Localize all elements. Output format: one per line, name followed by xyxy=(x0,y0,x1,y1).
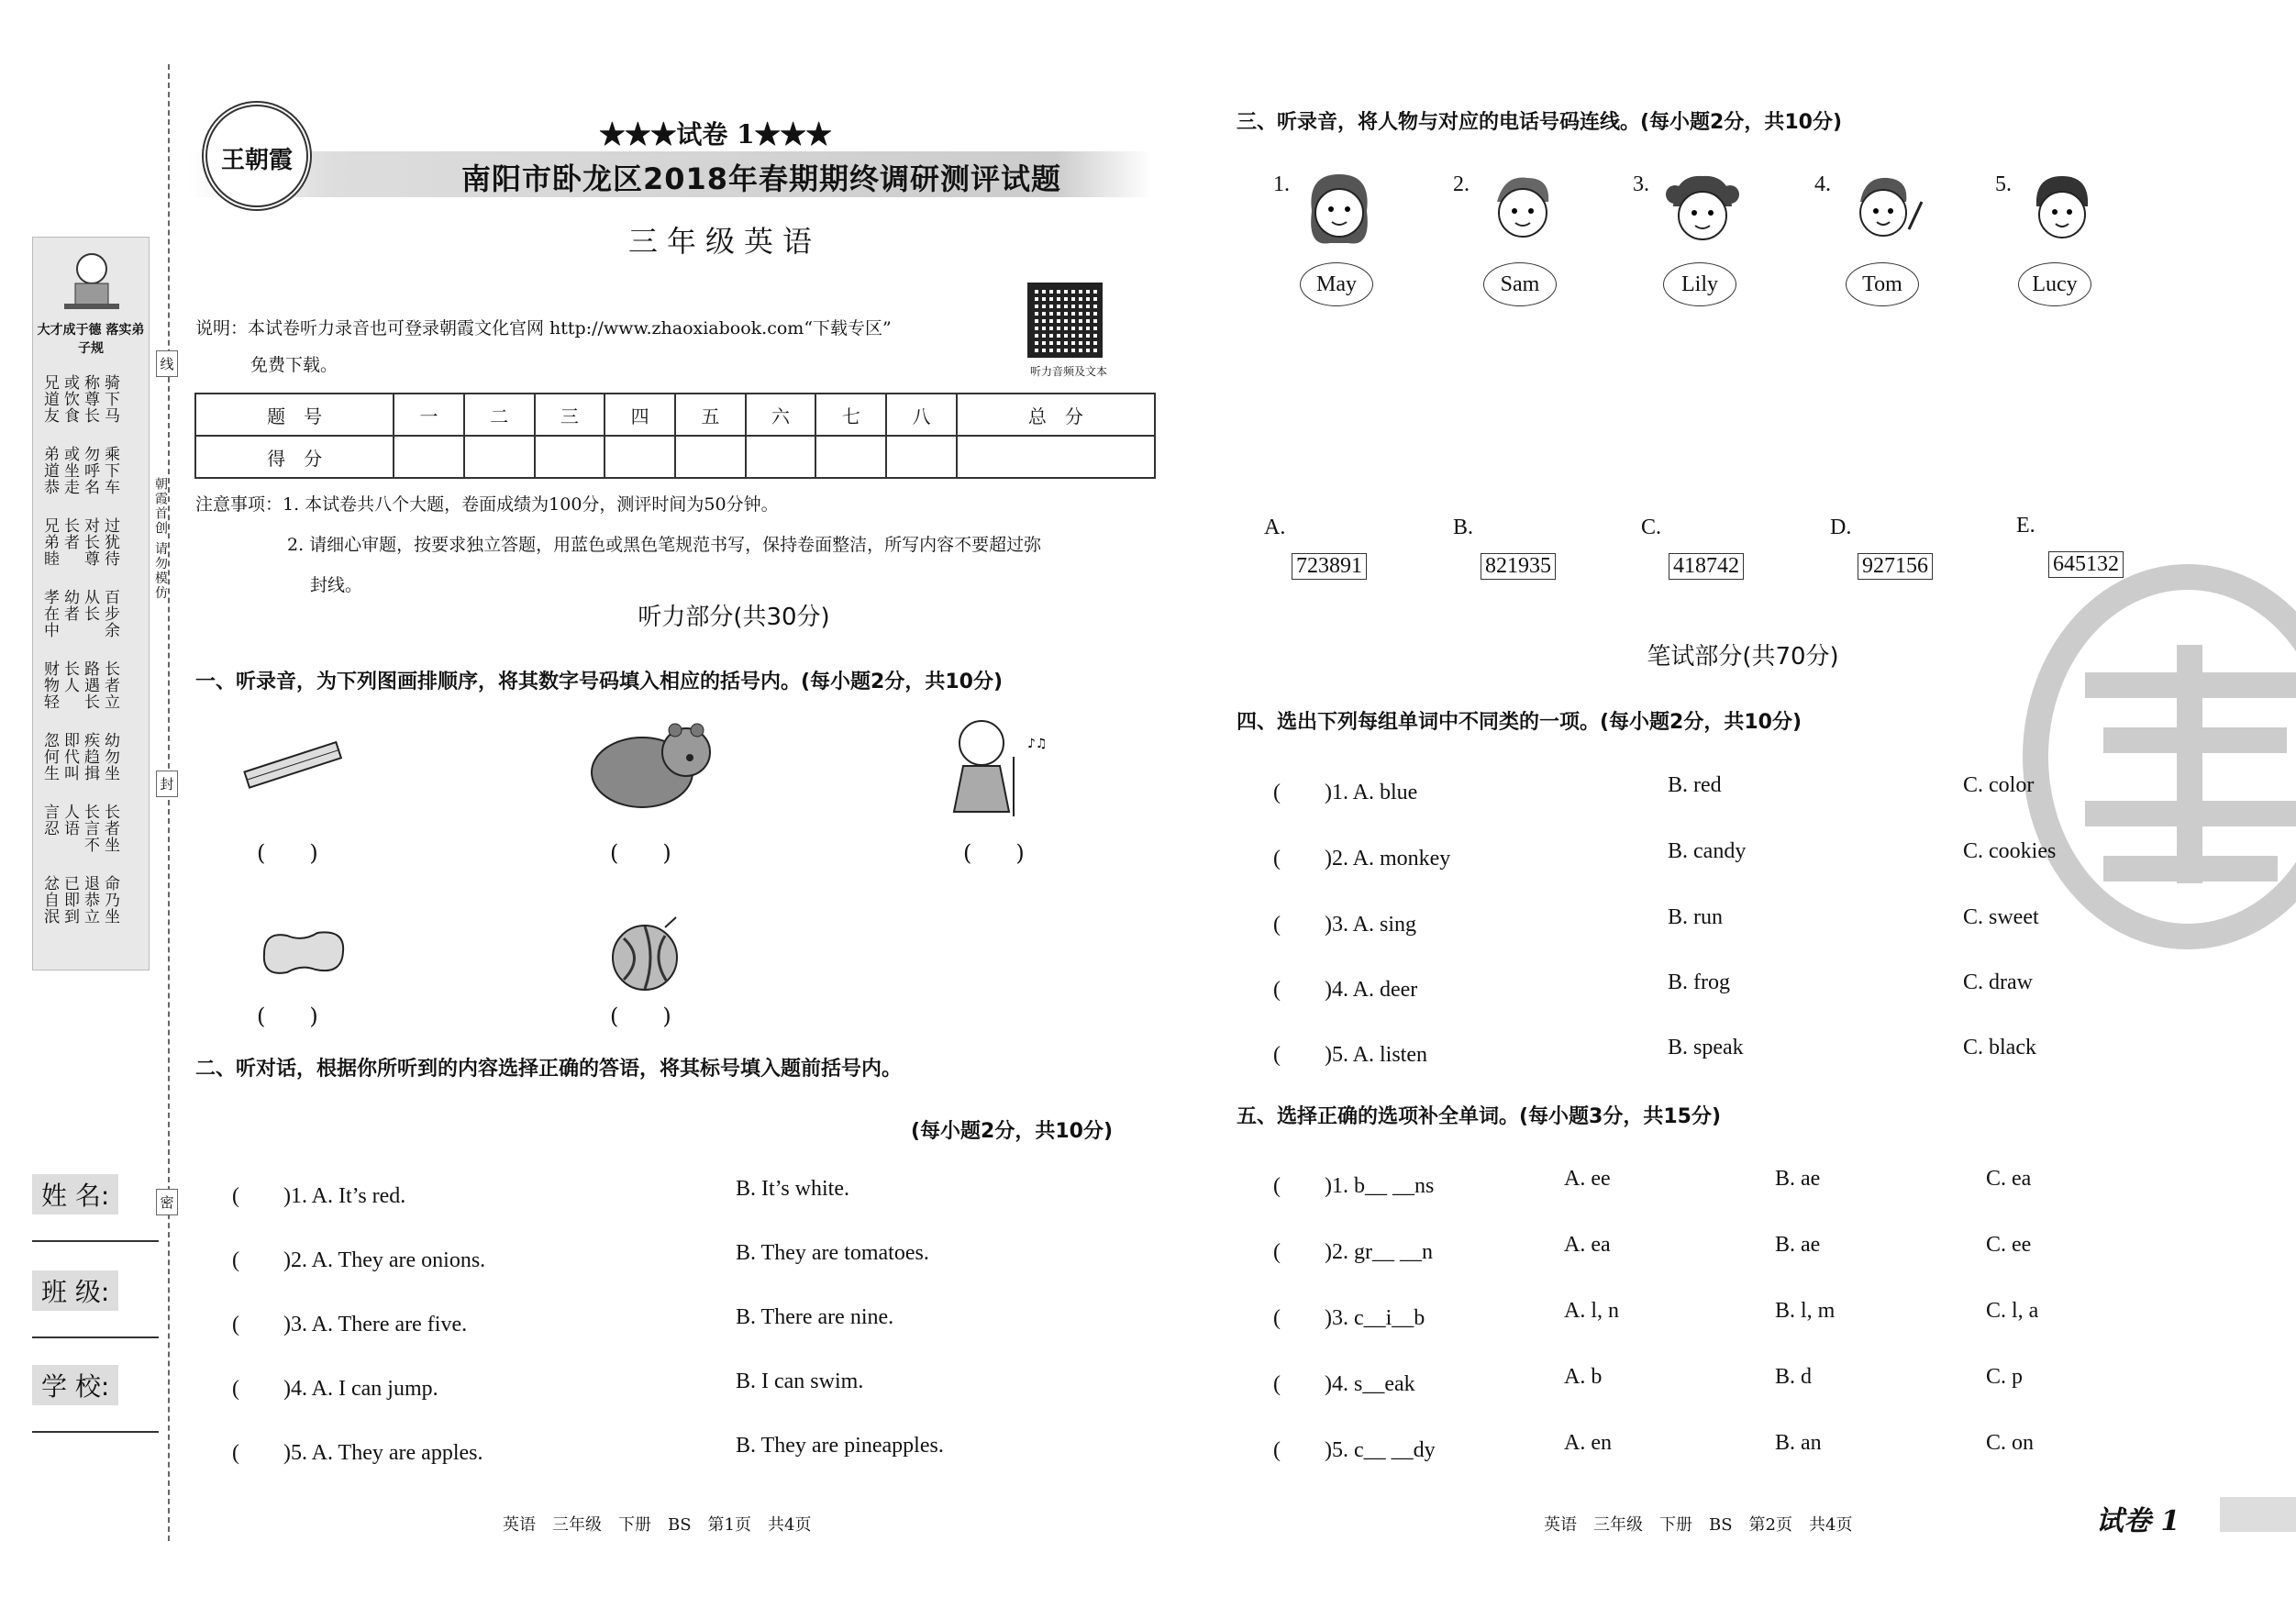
option-b: B. They are tomatoes. xyxy=(736,1241,929,1265)
table-header-cell: 二 xyxy=(464,394,535,436)
question-row[interactable]: ( )1. A. It’s red. xyxy=(232,1184,406,1208)
seal-mark-secret: 密 xyxy=(156,1189,178,1215)
option-c: C. ea xyxy=(1986,1167,2032,1191)
phone-letter: A. xyxy=(1264,516,1286,539)
question-row[interactable]: ( )1. b__ __ns xyxy=(1273,1174,1435,1198)
section-2-title: 二、听对话，根据你所听到的内容选择正确的答语，将其标号填入题前括号内。 xyxy=(195,1058,903,1081)
option-b: B. run xyxy=(1668,905,1723,929)
option-b: B. There are nine. xyxy=(736,1305,894,1329)
instruction-line: 说明：本试卷听力录音也可登录朝霞文化官网 http://www.zhaoxiabook.com“下载专区” xyxy=(195,318,892,338)
instruction-line: 免费下载。 xyxy=(250,355,338,375)
page-footer-right: 英语 三年级 下册 BS 第2页 共4页 xyxy=(1544,1515,1853,1535)
name-label: 姓 名: xyxy=(32,1174,118,1214)
option-c: C. black xyxy=(1963,1036,2036,1059)
girl-lucy-picture xyxy=(2016,165,2108,266)
section-5-title: 五、选择正确的选项补全单词。(每小题3分，共15分) xyxy=(1237,1105,1722,1128)
subject-title: 三年级英语 xyxy=(627,224,821,259)
class-field[interactable] xyxy=(32,1270,159,1338)
option-b: B. red xyxy=(1668,773,1722,797)
seal-mark-seal: 封 xyxy=(156,771,178,797)
name-lucy[interactable]: Lucy xyxy=(2018,262,2091,306)
option-b: B. an xyxy=(1775,1431,1822,1455)
seal-mark-line: 线 xyxy=(156,350,178,377)
option-c: C. p xyxy=(1986,1365,2024,1389)
page-footer-left: 英语 三年级 下册 BS 第1页 共4页 xyxy=(503,1515,812,1535)
question-row[interactable]: ( )2. A. They are onions. xyxy=(232,1248,486,1272)
option-c: C. on xyxy=(1986,1431,2035,1455)
mascot-figure xyxy=(55,243,128,316)
caution-line: 封线。 xyxy=(310,575,363,595)
corner-exam-label: 试卷 1 xyxy=(2096,1505,2180,1537)
instruction-note xyxy=(195,310,1003,383)
answer-paren[interactable]: ( ) xyxy=(963,840,1025,866)
table-header-cell: 八 xyxy=(886,394,957,436)
peanut-picture xyxy=(255,922,351,985)
phone-option[interactable] xyxy=(2016,514,2124,578)
question-row[interactable]: ( )3. A. There are five. xyxy=(232,1313,468,1336)
motto-group: 长者立 路遇长 长人 财物轻 xyxy=(40,660,119,710)
option-c: C. color xyxy=(1963,773,2035,797)
section-3-title: 三、听录音，将人物与对应的电话号码连线。(每小题2分，共10分) xyxy=(1237,111,1843,134)
cautions xyxy=(195,484,1159,605)
girl-lily-picture xyxy=(1657,165,1748,266)
table-header-cell: 三 xyxy=(535,394,605,436)
bear-picture xyxy=(587,715,715,820)
score-cell[interactable] xyxy=(535,436,605,478)
motto-group: 过犹待 对长尊 长者 兄弟睦 xyxy=(40,517,119,567)
table-row-label: 得 分 xyxy=(195,436,394,478)
option-b: B. speak xyxy=(1668,1036,1744,1059)
copyright-note: 朝霞首创 请勿模仿 xyxy=(153,477,168,601)
person-number: 2. xyxy=(1453,172,1470,196)
table-header-cell: 四 xyxy=(605,394,675,436)
option-b: B. ae xyxy=(1775,1167,1821,1191)
boy-sam-picture xyxy=(1477,165,1569,266)
table-header-cell: 一 xyxy=(394,394,464,436)
question-row[interactable]: ( )5. A. They are apples. xyxy=(232,1441,483,1465)
harmonica-picture xyxy=(240,734,346,802)
singing-girl-picture xyxy=(936,711,1069,825)
question-row[interactable]: ( )5. c__ __dy xyxy=(1273,1438,1436,1462)
boy-tom-picture xyxy=(1837,165,1929,266)
answer-paren[interactable]: ( ) xyxy=(610,1004,671,1029)
question-row[interactable]: ( )3. c__i__b xyxy=(1273,1306,1425,1330)
option-c: C. sweet xyxy=(1963,905,2039,929)
option-c: C. draw xyxy=(1963,970,2033,994)
score-cell[interactable] xyxy=(886,436,957,478)
option-b: B. d xyxy=(1775,1365,1813,1389)
phone-option[interactable] xyxy=(1264,516,1367,580)
motto-text: 大才成于德 落实弟子规 xyxy=(37,323,145,356)
watermelon-picture xyxy=(610,915,683,997)
option-b: B. candy xyxy=(1668,839,1747,863)
score-table xyxy=(194,393,1156,479)
question-row[interactable]: ( )4. s__eak xyxy=(1273,1372,1415,1396)
phone-number: 927156 xyxy=(1858,553,1933,580)
name-sam[interactable]: Sam xyxy=(1483,262,1557,306)
motto-group: 百步余 从长 幼者 孝在中 xyxy=(40,589,119,638)
writing-section-title: 笔试部分(共70分) xyxy=(1647,643,1839,671)
person-number: 1. xyxy=(1273,172,1290,196)
option-b: B. I can swim. xyxy=(736,1370,864,1393)
binding-dashed-line xyxy=(168,64,170,1541)
motto-column xyxy=(40,374,143,925)
answer-paren[interactable]: ( ) xyxy=(257,1004,318,1029)
option-b: B. frog xyxy=(1668,970,1730,994)
phone-letter: C. xyxy=(1641,516,1662,539)
phone-number: 645132 xyxy=(2048,551,2124,578)
option-a: A. ea xyxy=(1564,1233,1611,1257)
caution-line: 注意事项：1. 本试卷共八个大题，卷面成绩为100分，测评时间为50分钟。 xyxy=(195,494,779,515)
name-lily[interactable]: Lily xyxy=(1663,262,1736,306)
score-cell[interactable] xyxy=(394,436,464,478)
phone-letter: E. xyxy=(2016,514,2035,538)
score-cell[interactable] xyxy=(464,436,535,478)
score-cell[interactable] xyxy=(746,436,816,478)
class-label: 班 级: xyxy=(32,1270,118,1311)
motto-group: 幼勿坐 疾趋揖 即代叫 忽何生 xyxy=(40,732,119,782)
option-b: B. ae xyxy=(1775,1233,1821,1257)
score-cell[interactable] xyxy=(957,436,1155,478)
section-4-title: 四、选出下列每组单词中不同类的一项。(每小题2分，共10分) xyxy=(1237,711,1802,734)
question-row[interactable]: ( )4. A. deer xyxy=(1273,978,1418,1002)
school-field[interactable] xyxy=(32,1365,159,1433)
option-a: A. ee xyxy=(1564,1167,1611,1191)
table-header-cell: 五 xyxy=(675,394,746,436)
table-header-cell: 总 分 xyxy=(957,394,1155,436)
person-number: 5. xyxy=(1995,172,2012,196)
girl-may-picture xyxy=(1293,165,1385,266)
table-header-cell: 六 xyxy=(746,394,816,436)
phone-option[interactable] xyxy=(1453,516,1556,580)
score-cell[interactable] xyxy=(605,436,675,478)
answer-paren[interactable]: ( ) xyxy=(257,840,318,866)
phone-number: 418742 xyxy=(1669,553,1744,580)
option-c: C. cookies xyxy=(1963,839,2057,863)
name-may[interactable]: May xyxy=(1300,262,1373,306)
qr-caption: 听力音频及文本 xyxy=(1029,365,1107,378)
corner-decor-bar xyxy=(2220,1497,2296,1532)
name-field[interactable] xyxy=(32,1174,159,1242)
table-row xyxy=(195,436,1155,478)
phone-letter: D. xyxy=(1830,516,1852,539)
phone-number: 821935 xyxy=(1481,553,1556,580)
option-a: A. l, n xyxy=(1564,1299,1619,1323)
question-row[interactable]: ( )2. gr__ __n xyxy=(1273,1240,1433,1264)
question-row[interactable]: ( )3. A. sing xyxy=(1273,913,1416,937)
answer-paren[interactable]: ( ) xyxy=(610,840,671,866)
motto-group: 乘下车 勿呼名 或坐走 弟道恭 xyxy=(40,446,119,495)
table-row xyxy=(195,394,1155,436)
question-row[interactable]: ( )4. A. I can jump. xyxy=(232,1377,438,1401)
option-b: B. l, m xyxy=(1775,1299,1836,1323)
motto-group: 命乃坐 退恭立 已即到 忿自泯 xyxy=(40,875,119,925)
question-row[interactable]: ( )1. A. blue xyxy=(1273,781,1418,804)
option-c: C. ee xyxy=(1986,1233,2032,1257)
option-a: A. en xyxy=(1564,1431,1612,1455)
publisher-logo: 王朝霞 xyxy=(202,101,312,211)
phone-number: 723891 xyxy=(1292,553,1367,580)
question-row[interactable]: ( )5. A. listen xyxy=(1273,1043,1427,1067)
table-header-cell: 七 xyxy=(815,394,886,436)
listening-section-title: 听力部分(共30分) xyxy=(638,604,830,631)
exam-number: ★★★试卷 1★★★ xyxy=(599,119,832,150)
question-row[interactable]: ( )2. A. monkey xyxy=(1273,847,1451,871)
phone-option[interactable] xyxy=(1641,516,1744,580)
person-number: 4. xyxy=(1814,172,1831,196)
phone-letter: B. xyxy=(1453,516,1474,539)
secret-seal-watermark xyxy=(2023,564,2296,949)
phone-option[interactable] xyxy=(1830,516,1933,580)
page-title: 南阳市卧龙区2018年春期期终调研测评试题 xyxy=(460,161,1062,196)
svg-text:♪♫: ♪♫ xyxy=(1027,737,1048,751)
option-c: C. l, a xyxy=(1986,1299,2039,1323)
caution-line: 2. 请细心审题，按要求独立答题，用蓝色或黑色笔规范书写，保持卷面整洁，所写内容不要超过弥 xyxy=(287,535,1042,555)
score-cell[interactable] xyxy=(675,436,746,478)
motto-group: 长者坐 长言不 人语 言忍 xyxy=(40,804,119,853)
section-2-score: (每小题2分，共10分) xyxy=(911,1120,1114,1143)
section-1-title: 一、听录音，为下列图画排顺序，将其数字号码填入相应的括号内。(每小题2分，共10分) xyxy=(195,671,1004,693)
person-number: 3. xyxy=(1633,172,1649,196)
option-a: A. b xyxy=(1564,1365,1603,1389)
table-header-cell: 题 号 xyxy=(195,394,394,436)
score-cell[interactable] xyxy=(815,436,886,478)
school-label: 学 校: xyxy=(32,1365,118,1405)
name-tom[interactable]: Tom xyxy=(1846,262,1919,306)
motto-group: 骑下马 称尊长 或饮食 兄道友 xyxy=(40,374,119,424)
qr-code[interactable] xyxy=(1027,283,1103,358)
option-b: B. They are pineapples. xyxy=(736,1434,944,1458)
option-b: B. It’s white. xyxy=(736,1177,849,1201)
